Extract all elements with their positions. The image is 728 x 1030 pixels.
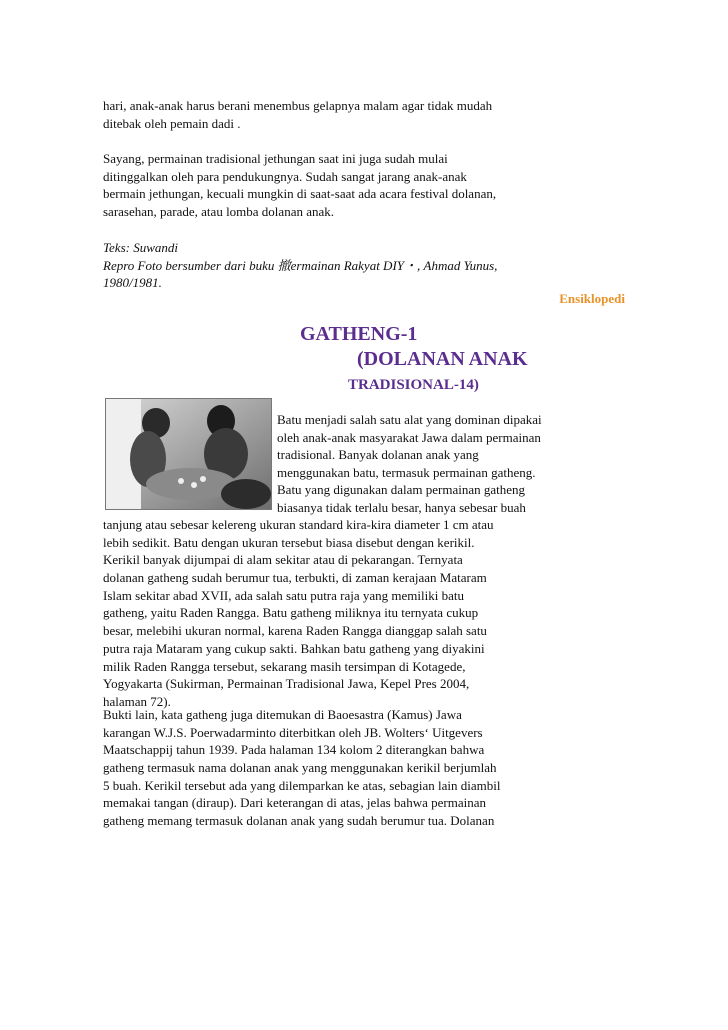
- credit-source: Repro Foto bersumber dari buku 撤ermainan Rakyat DIY・, Ahmad Yunus,: [103, 257, 498, 273]
- text-line: karangan W.J.S. Poerwadarminto diterbitkan oleh JB. Wolters‘ Uitgevers: [103, 724, 483, 740]
- text-line: Yogyakarta (Sukirman, Permainan Tradisional Jawa, Kepel Pres 2004,: [103, 676, 470, 692]
- wrapped-intro-text: [277, 411, 542, 517]
- text-line: memakai tangan (diraup). Dari keterangan di atas, jelas bahwa permainan: [103, 795, 486, 811]
- text-line: lebih sedikit. Batu dengan ukuran tersebut biasa disebut dengan kerikil.: [103, 534, 475, 550]
- article-title-line-1: GATHENG-1: [300, 323, 418, 345]
- text-line: besar, melebihi ukuran normal, karena Raden Rangga dianggap salah satu: [103, 623, 487, 639]
- text-line: Kerikil banyak dijumpai di alam sekitar atau di pekarangan. Ternyata: [103, 552, 463, 568]
- body-paragraph-1: [103, 516, 494, 711]
- text-line: Bukti lain, kata gatheng juga ditemukan di Baoesastra (Kamus) Jawa: [103, 707, 462, 722]
- children-playing-photo: [106, 399, 271, 509]
- text-line: Batu menjadi salah satu alat yang dominan dipakai: [277, 412, 542, 427]
- text-line: milik Raden Rangga tersebut, sekarang masih tersimpan di Kotagede,: [103, 658, 466, 674]
- intro-paragraph-1: [103, 97, 492, 132]
- text-line: menggunakan batu, termasuk permainan gatheng.: [277, 464, 536, 480]
- text-line: oleh anak-anak masyarakat Jawa dalam permainan: [277, 429, 541, 445]
- text-line: ditebak oleh pemain dadi .: [103, 115, 241, 131]
- text-line: Sayang, permainan tradisional jethungan saat ini juga sudah mulai: [103, 151, 448, 166]
- text-line: gatheng termasuk nama dolanan anak yang menggunakan kerikil berjumlah: [103, 760, 497, 776]
- text-line: gatheng memang termasuk dolanan anak yang sudah berumur tua. Dolanan: [103, 813, 495, 829]
- text-line: halaman 72).: [103, 693, 171, 709]
- text-line: ditinggalkan oleh para pendukungnya. Sudah sangat jarang anak-anak: [103, 168, 467, 184]
- text-line: 5 buah. Kerikil tersebut ada yang dilemparkan ke atas, sebagian lain diambil: [103, 777, 501, 793]
- article-photo: [105, 398, 272, 510]
- credit-year: 1980/1981.: [103, 275, 162, 291]
- article-title-line-3: TRADISIONAL-14): [348, 377, 479, 393]
- section-tag: Ensiklopedi: [559, 291, 625, 306]
- intro-paragraph-2: [103, 150, 496, 221]
- text-line: sarasehan, parade, atau lomba dolanan anak.: [103, 204, 335, 220]
- credit-author: Teks: Suwandi: [103, 240, 178, 255]
- text-line: biasanya tidak terlalu besar, hanya sebesar buah: [277, 499, 526, 515]
- text-line: gatheng, yaitu Raden Rangga. Batu gatheng miliknya itu ternyata cukup: [103, 605, 479, 621]
- text-line: hari, anak-anak harus berani menembus gelapnya malam agar tidak mudah: [103, 98, 493, 113]
- photo-credits: [103, 239, 497, 292]
- text-line: bermain jethungan, kecuali mungkin di saat-saat ada acara festival dolanan,: [103, 186, 497, 202]
- text-line: tradisional. Banyak dolanan anak yang: [277, 447, 479, 463]
- text-line: dolanan gatheng sudah berumur tua, terbukti, di zaman kerajaan Mataram: [103, 570, 487, 586]
- body-paragraph-2: [103, 706, 500, 830]
- text-line: Batu yang digunakan dalam permainan gatheng: [277, 482, 526, 498]
- text-line: putra raja Mataram yang cukup sakti. Bahkan batu gatheng yang diyakini: [103, 640, 485, 656]
- text-line: Islam sekitar abad XVII, ada salah satu putra raja yang memiliki batu: [103, 587, 464, 603]
- article-title-line-2: (DOLANAN ANAK: [357, 348, 528, 370]
- text-line: tanjung atau sebesar kelereng ukuran standard kira-kira diameter 1 cm atau: [103, 517, 494, 532]
- text-line: Maatschappij tahun 1939. Pada halaman 134 kolom 2 diterangkan bahwa: [103, 742, 485, 758]
